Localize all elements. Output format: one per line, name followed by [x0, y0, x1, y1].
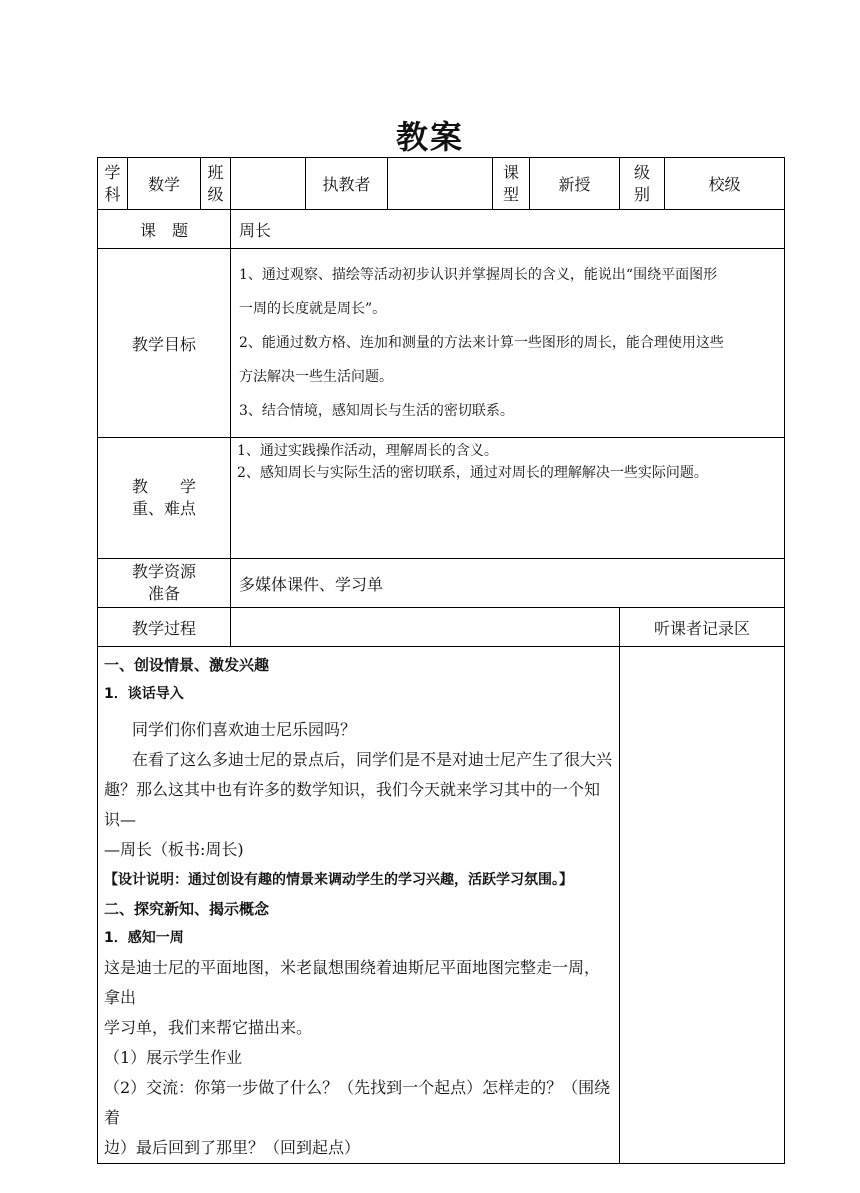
subsection-heading: 1．感知一周 [104, 930, 184, 946]
paragraph: 同学们你们喜欢迪士尼乐园吗？ [132, 720, 357, 739]
process-content-row [98, 647, 785, 1164]
resources-row [98, 559, 785, 608]
objective-line: 一周的长度就是周长”。 [239, 301, 387, 317]
subject-value: 数学 [128, 158, 201, 210]
topic-label: 课 题 [98, 210, 231, 249]
process-label: 教学过程 [98, 608, 231, 647]
notes-label: 听课者记录区 [620, 608, 785, 647]
objective-line: 方法解决一些生活问题。 [239, 369, 393, 385]
document-title: 教案 [395, 118, 464, 156]
paragraph: 这是迪士尼的平面地图，米老鼠想围绕着迪斯尼平面地图完整走一周，拿出 [104, 958, 601, 1007]
paragraph: 在看了这么多迪士尼的景点后，同学们是不是对迪士尼产生了很大兴 [132, 750, 613, 769]
type-value: 新授 [530, 158, 620, 210]
key-points-content [231, 438, 785, 559]
objectives-content [231, 249, 785, 438]
objective-line: 1、通过观察、描绘等活动初步认识并掌握周长的含义，能说出“围绕平面图形 [239, 267, 718, 283]
level-label: 级 别 [620, 158, 665, 210]
notes-area [620, 647, 785, 1164]
paragraph: 趣？那么这其中也有许多的数学知识，我们今天就来学习其中的一个知识— [104, 780, 601, 829]
paragraph: —周长（板书:周长) [104, 840, 244, 859]
key-points-label: 教 学 重、难点 [98, 438, 231, 559]
section-heading: 二、探究新知、揭示概念 [104, 900, 270, 918]
objectives-row [98, 249, 785, 438]
objective-line: 2、能通过数方格、连加和测量的方法来计算一些图形的周长，能合理使用这些 [239, 335, 724, 351]
paragraph: 边）最后回到了那里？（回到起点） [104, 1138, 361, 1157]
paragraph: （2）交流：你第一步做了什么？（先找到一个起点）怎样走的？（围绕着 [104, 1078, 611, 1127]
process-header-row [98, 608, 785, 647]
process-content [98, 647, 620, 1164]
type-label: 课 型 [493, 158, 530, 210]
resources-label: 教学资源 准备 [98, 559, 231, 608]
class-value [231, 158, 306, 210]
key-point-line: 2、感知周长与实际生活的密切联系，通过对周长的理解解决一些实际问题。 [237, 465, 708, 481]
level-value: 校级 [665, 158, 785, 210]
subject-label: 学 科 [98, 158, 128, 210]
teacher-value [388, 158, 493, 210]
header-row [98, 158, 785, 210]
key-points-row [98, 438, 785, 559]
design-note: 【设计说明：通过创设有趣的情景来调动学生的学习兴趣，活跃学习氛围。】 [104, 872, 573, 888]
section-heading: 一、创设情景、激发兴趣 [104, 656, 270, 674]
topic-value: 周长 [231, 210, 785, 249]
key-point-line: 1、通过实践操作活动，理解周长的含义。 [237, 443, 498, 459]
paragraph: （1）展示学生作业 [104, 1048, 243, 1067]
resources-value: 多媒体课件、学习单 [231, 559, 785, 608]
subsection-heading: 1．谈话导入 [104, 686, 184, 702]
objective-line: 3、结合情境，感知周长与生活的密切联系。 [239, 403, 514, 419]
paragraph: 学习单，我们来帮它描出来。 [104, 1018, 313, 1037]
topic-row [98, 210, 785, 249]
lesson-plan-table [97, 157, 785, 1164]
process-blank [231, 608, 620, 647]
teacher-label: 执教者 [306, 158, 388, 210]
class-label: 班 级 [201, 158, 231, 210]
objectives-label: 教学目标 [98, 249, 231, 438]
